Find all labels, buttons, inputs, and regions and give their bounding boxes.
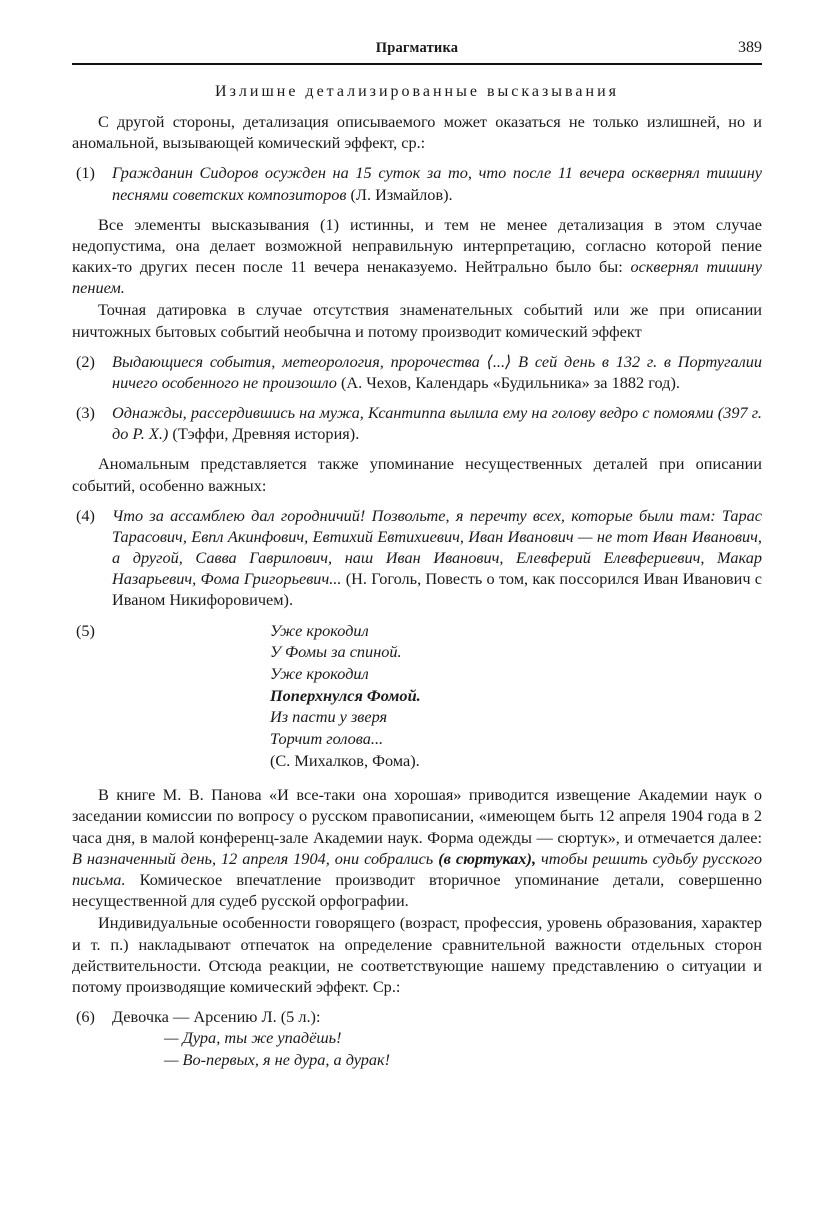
example-4-source: (Н. Гоголь, Повесть о том, как поссорился Иван Иванович с Иваном Никифоровичем). [112,569,763,610]
paragraph-3 [72,299,762,341]
example-1 [72,162,762,204]
example-6-text [112,1006,762,1071]
paragraph-1: С другой стороны, детализация описываемого может оказаться не только излишней, но и аномальной, вызывающей комический эффект, ср.: [72,112,762,153]
example-6-head: Девочка — Арсению Л. (5 л.): [112,1007,321,1027]
paragraph-5 [72,784,762,911]
running-head-title: Прагматика [375,40,459,56]
example-2 [72,351,762,393]
dialogue-line: — Во-первых, я не дура, а дурак! [164,1049,391,1069]
example-4-italic: Что за ассамблею дал городничий! Позвольте, я перечту всех, которые были там: Тарас Тарасович, Евпл Акинфович, Евтихий Евтихиевич, Иван Иванович — не тот Иван Иванович, а другой, Савва Гаврилович, наш Иван Иванович, Елевферий Елевфериевич, Макар Назарьевич, Фома Григорьевич... [112,505,762,589]
dialogue-block [164,1027,762,1070]
example-1-italic: Гражданин Сидоров осужден на 15 суток за то, что после 11 вечера осквернял тишину песнями советских композиторов [112,163,762,204]
example-5-text [112,620,762,772]
example-4-number: (4) [76,505,95,525]
paragraph-6: Индивидуальные особенности говорящего (возраст, профессия, уровень образования, характер и т. п.) накладывают отпечаток на определение сравнительной важности отдельных сторон действительности. Отсюда реакции, не соответствующие нашему представлению о ситуации и потому производящие комический эффект. Ср.: [72,913,762,996]
paragraph-5-bold-italic: (в сюртуках), [438,848,537,868]
example-1-source: (Л. Измайлов). [346,184,453,204]
example-5 [72,620,762,772]
paragraph-5-italic-1: В назначенный день, 12 апреля 1904, они собрались [72,848,439,868]
example-4-text [112,505,762,611]
example-4 [72,505,762,611]
verse-line: Уже крокодил [270,663,369,683]
verse-line: У Фомы за спиной. [270,642,402,662]
verse-block [270,620,762,772]
example-2-number: (2) [76,351,95,371]
verse-line: Уже крокодил [270,620,369,640]
example-3-source: (Тэффи, Древняя история). [168,424,360,444]
page-content [72,40,762,1080]
dialogue-line: — Дура, ты же упадёшь! [164,1028,342,1048]
verse-line: Из пасти у зверя [270,707,388,727]
example-6-number: (6) [76,1007,95,1027]
example-6 [72,1006,762,1071]
paragraph-2-italic: осквернял тишину пением. [72,257,762,298]
example-2-source: (А. Чехов, Календарь «Будильника» за 1882 год). [336,372,680,392]
example-3-number: (3) [76,403,95,423]
verse-source: (С. Михалков, Фома). [270,750,420,770]
paragraph-2-text: Все элементы высказывания (1) истинны, и тем не менее детализация в этом случае недопустима, она делает возможной неправильную интерпретацию, согласно которой пение каких-то других песен после 11 вечера ненаказуемо. Нейтрально было бы: [72,214,762,277]
example-5-number: (5) [76,620,95,640]
paragraph-5-part-a: В книге М. В. Панова «И все-таки она хорошая» приводится извещение Академии наук о заседании комиссии по вопросу о русском правописании, «имеющем быть 12 апреля 1904 года в 2 часа дня, в малой конференц-зале Академии наук. Форма одежды — сюртук», и отмечается далее: [72,785,762,847]
section-title: Излишне детализированные высказывания [215,83,619,100]
example-3-text [112,402,762,444]
paragraph-4: Аномальным представляется также упоминание несущественных деталей при описании событий, особенно важных: [72,454,762,495]
verse-line: Торчит голова... [270,728,384,748]
example-3-italic: Однажды, рассердившись на мужа, Ксантиппа вылила ему на голову ведро с помоями (397 г. до Р. Х.) [112,403,762,444]
example-2-italic: Выдающиеся события, метеорология, пророчества ⟨...⟩ В сей день в 132 г. в Португалии ничего особенного не произошло [112,351,762,392]
paragraph-5-part-b: Комическое впечатление производит вторичное упоминание детали, совершенно несущественной для судеб русской орфографии. [72,870,762,911]
example-3 [72,402,762,444]
paragraph-2 [72,214,762,299]
paragraph-5-italic-2: чтобы решить судьбу русского письма. [72,848,762,889]
page-number: 389 [738,39,762,56]
paragraph-3-text: Точная датировка в случае отсутствия знаменательных событий или же при описании ничтожных бытовых событий необычна и потому производит комический эффект [72,300,762,341]
example-2-text [112,351,762,393]
example-1-number: (1) [76,163,95,183]
example-1-text [112,162,762,204]
running-head [72,40,762,63]
verse-line-emphasis: Поперхнулся Фомой. [270,685,421,705]
header-rule [72,63,762,65]
